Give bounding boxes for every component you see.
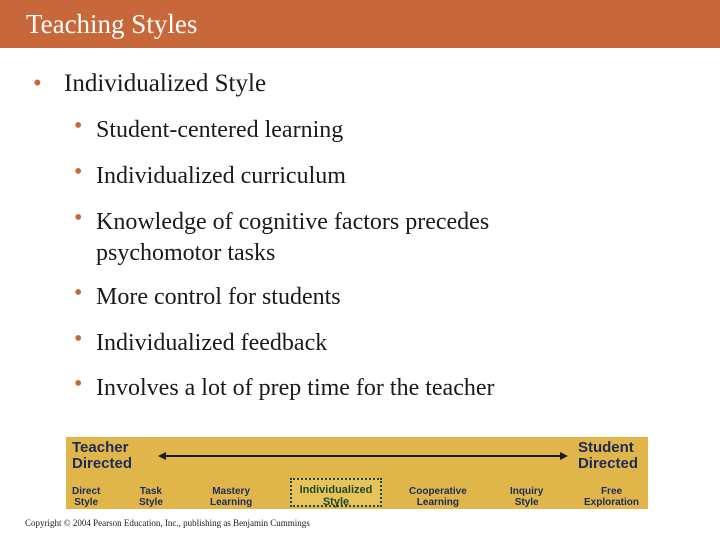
bullet-icon: • bbox=[74, 113, 83, 139]
free-exploration-label: Free Exploration bbox=[584, 486, 640, 508]
double-arrow-icon bbox=[158, 449, 568, 463]
cooperative-learning-label: Cooperative Learning bbox=[409, 486, 467, 508]
sub-bullet-text: Individualized feedback bbox=[96, 330, 328, 356]
sub-bullet-text: Involves a lot of prep time for the teacher bbox=[96, 375, 495, 401]
individualized-style-highlight bbox=[290, 478, 382, 507]
sub-bullet-text: Student-centered learning bbox=[96, 117, 344, 143]
bullet-icon: • bbox=[74, 205, 83, 231]
copyright-footer: Copyright © 2004 Pearson Education, Inc., publishing as Benjamin Cummings bbox=[25, 518, 310, 528]
sub-bullet-text: Knowledge of cognitive factors precedes bbox=[96, 209, 490, 235]
bullet-icon: • bbox=[33, 70, 42, 97]
title-bar bbox=[0, 0, 720, 48]
bullet-icon: • bbox=[74, 371, 83, 397]
bullet-icon: • bbox=[74, 280, 83, 306]
direct-style-label: Direct Style bbox=[72, 486, 101, 508]
main-bullet-text: Individualized Style bbox=[64, 70, 267, 97]
sub-bullet-text-cont: psychomotor tasks bbox=[96, 240, 276, 266]
individualized-style-label: Individualized Style bbox=[299, 484, 373, 508]
bullet-icon: • bbox=[74, 159, 83, 185]
mastery-learning-label: Mastery Learning bbox=[210, 486, 253, 508]
task-style-label: Task Style bbox=[139, 486, 163, 508]
teacher-label: Teacher bbox=[72, 439, 129, 456]
bullet-icon: • bbox=[74, 326, 83, 352]
sub-bullet-text: Individualized curriculum bbox=[96, 163, 346, 189]
student-label: Student bbox=[577, 439, 634, 456]
directed-label-right: Directed bbox=[577, 455, 638, 472]
teaching-style-spectrum bbox=[66, 437, 648, 509]
teacher-directed-label bbox=[72, 440, 132, 472]
directed-label-left: Directed bbox=[72, 455, 133, 472]
inquiry-style-label: Inquiry Style bbox=[510, 486, 544, 508]
sub-bullet-text: More control for students bbox=[96, 284, 341, 310]
student-directed-label bbox=[578, 440, 638, 472]
slide-title: Teaching Styles bbox=[26, 9, 198, 39]
